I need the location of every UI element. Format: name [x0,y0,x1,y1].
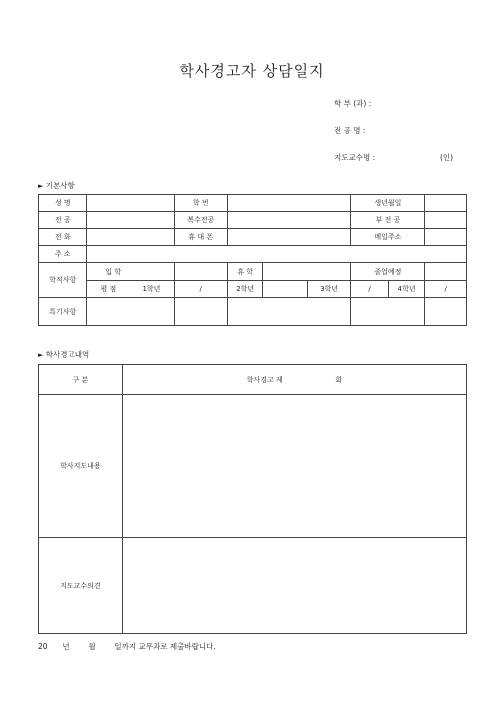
notes-field[interactable] [351,298,425,326]
opinion-field[interactable] [122,538,466,634]
footer-note [38,641,216,652]
birth-field[interactable] [425,195,467,212]
guidance-label: 학사지도내용 [39,395,123,538]
notes-field[interactable] [425,298,467,326]
year2-gpa-field[interactable] [263,281,307,298]
opinion-label: 지도교수의견 [39,538,123,634]
triangle-marker-icon: ► [38,182,44,190]
table-row [39,246,467,263]
footer-text: 일까지 교무과로 제출바랍니다. [114,642,216,651]
phone-field[interactable] [87,229,174,246]
section-basic-label: 기본사항 [45,181,75,190]
page-title: 학사경고자 상담일지 [179,62,325,80]
section-warning-heading [38,349,89,360]
minor-field[interactable] [425,212,467,229]
notes-field[interactable] [174,298,227,326]
footer-year: 20 [38,642,48,651]
graduation-field[interactable] [425,263,467,281]
major-label: 전 공 [39,212,87,229]
double-major-label: 복수전공 [174,212,227,229]
year1-label: 1학년 [142,285,161,293]
seal-label: (인) [440,153,454,162]
name-field[interactable] [87,195,174,212]
major-field-label: 전 공 명 : [334,126,366,135]
address-field[interactable] [87,246,467,263]
warning-count-label: 학사경고 제 [246,375,283,384]
name-label: 성 명 [39,195,87,212]
leave-field[interactable] [263,263,351,281]
student-no-label: 학 번 [174,195,227,212]
table-row [39,365,467,395]
notes-label: 특기사항 [39,298,87,326]
notes-field[interactable] [87,298,174,326]
warning-count-unit: 회 [335,375,343,384]
mobile-label: 휴 대 폰 [174,229,227,246]
table-row [39,195,467,212]
table-row [39,538,467,634]
year1-gpa-field[interactable]: / [174,281,227,298]
table-row [39,263,467,281]
leave-label: 휴 학 [227,263,263,281]
category-label: 구 분 [39,365,123,395]
table-row [39,395,467,538]
gpa-row-cell [87,281,174,298]
double-major-field[interactable] [227,212,350,229]
admission-label: 입 학 [87,263,174,281]
mobile-field[interactable] [227,229,350,246]
major-field[interactable] [87,212,174,229]
email-label: 메일주소 [351,229,425,246]
year3-gpa-field[interactable]: / [351,281,389,298]
guidance-field[interactable] [122,395,466,538]
email-field[interactable] [425,229,467,246]
table-row [39,229,467,246]
gpa-label: 평 점 [100,285,117,293]
table-row [39,281,467,298]
dept-field-label: 학 부 (과) : [334,99,372,108]
section-warning-label: 학사경고내역 [45,350,90,359]
phone-label: 전 화 [39,229,87,246]
academic-label: 학적사항 [39,263,87,298]
graduation-label: 졸업예정 [351,263,425,281]
warning-count-cell[interactable] [122,365,466,395]
minor-label: 부 전 공 [351,212,425,229]
birth-label: 생년월일 [351,195,425,212]
table-row [39,212,467,229]
year4-gpa-field[interactable]: / [425,281,467,298]
footer-year-unit: 년 [62,642,70,651]
admission-field[interactable] [174,263,227,281]
warning-table [38,364,467,634]
year2-label: 2학년 [227,281,263,298]
student-no-field[interactable] [227,195,350,212]
section-basic-heading [38,180,75,191]
address-label: 주 소 [39,246,87,263]
footer-month-unit: 월 [88,642,96,651]
table-row [39,298,467,326]
year3-label: 3학년 [307,281,350,298]
notes-field[interactable] [227,298,350,326]
advisor-field-label: 지도교수명 : [334,153,376,162]
basic-info-table [38,194,467,326]
triangle-marker-icon: ► [38,351,44,359]
year4-label: 4학년 [388,281,425,298]
